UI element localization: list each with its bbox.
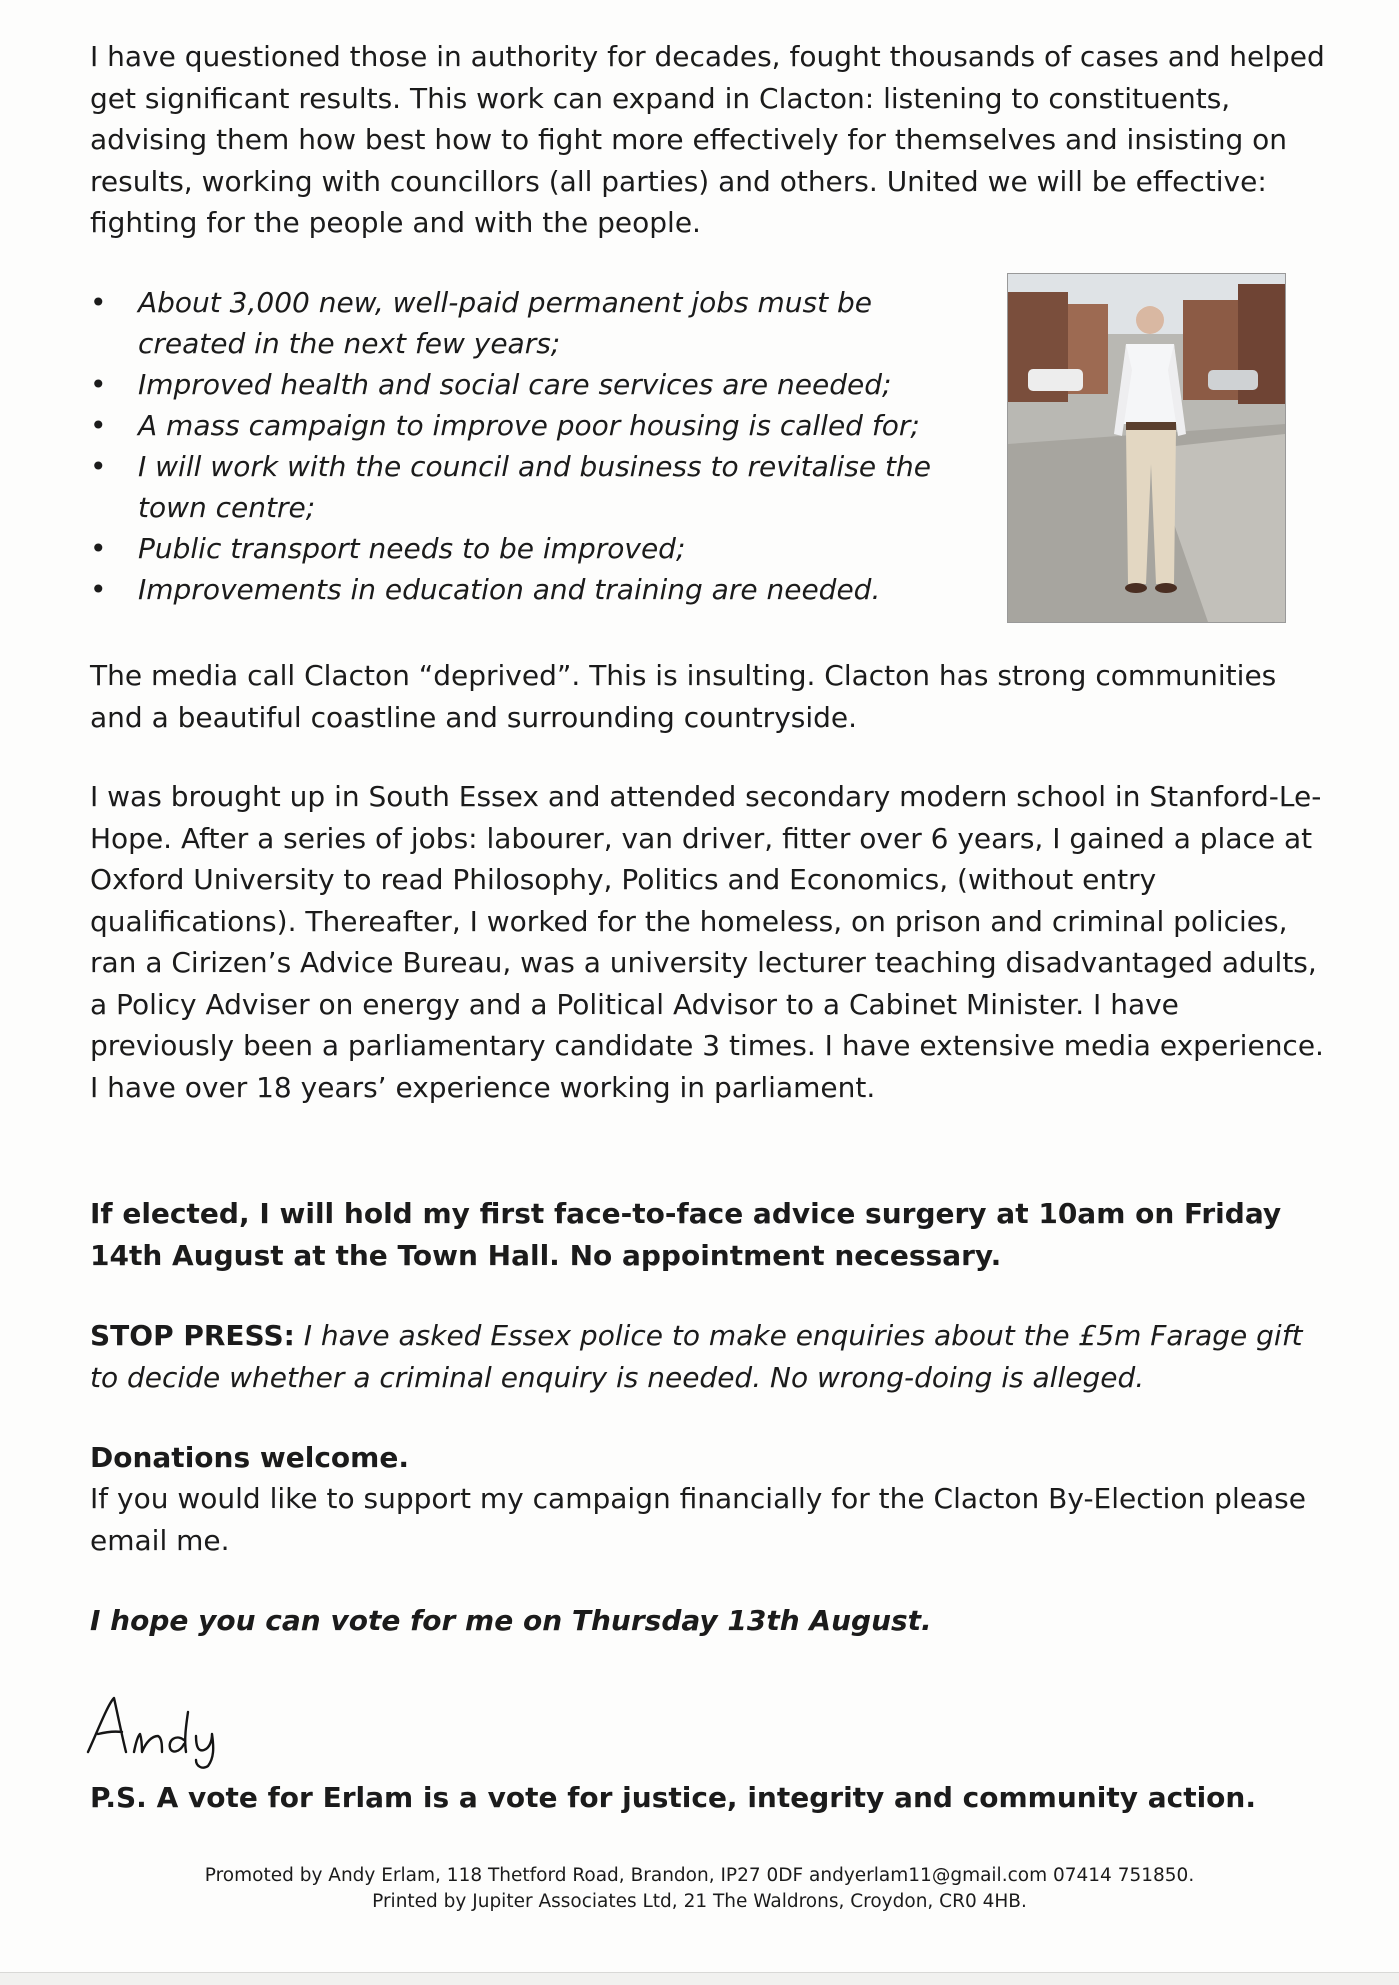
handwritten-signature	[84, 1690, 254, 1770]
pledge-item: • I will work with the council and business to revitalise the town centre;	[90, 446, 970, 528]
vote-call: I hope you can vote for me on Thursday 13th August.	[90, 1604, 932, 1637]
stop-press-label: STOP PRESS:	[90, 1319, 295, 1352]
postscript: P.S. A vote for Erlam is a vote for justice, integrity and community action.	[90, 1781, 1256, 1814]
surgery-notice: If elected, I will hold my first face-to-face advice surgery at 10am on Friday 14th August at the Town Hall. No appointment necessary.	[90, 1197, 1282, 1272]
pledge-item: • Public transport needs to be improved;	[90, 528, 970, 569]
pledge-item: • A mass campaign to improve poor housing is called for;	[90, 405, 970, 446]
donations-heading: Donations welcome.	[90, 1441, 409, 1474]
biography-paragraph: I was brought up in South Essex and attended secondary modern school in Stanford-Le-Hope. After a series of jobs: labourer, van driver, fitter over 6 years, I gained a place at Oxford University to read Philosophy, Politics and Economics, (without entry qualifications). Thereafter, I worked for the homeless, on prison and criminal policies, ran a Cirizen’s Advice Bureau, was a university lecturer teaching disadvantaged adults, a Policy Adviser on energy and a Political Advisor to a Cabinet Minister. I have previously been a parliamentary candidate 3 times. I have extensive media experience. I have over 18 years’ experience working in parliament.	[90, 780, 1324, 1104]
stop-press	[90, 1315, 1330, 1398]
footer-printed: Printed by Jupiter Associates Ltd, 21 The Waldrons, Croydon, CR0 4HB.	[372, 1891, 1027, 1912]
page-edge-divider	[0, 1972, 1399, 1985]
intro-paragraph: I have questioned those in authority for decades, fought thousands of cases and helped get significant results. This work can expand in Clacton: listening to constituents, advising them how best how to fight more effectively for themselves and insisting on results, working with councillors (all parties) and others. United we will be effective: fighting for the people and with the people.	[90, 40, 1325, 239]
donations-text: If you would like to support my campaign financially for the Clacton By-Election please email me.	[90, 1482, 1306, 1557]
pledge-item: • Improved health and social care services are needed;	[90, 364, 970, 405]
pledge-item: • Improvements in education and training are needed.	[90, 569, 970, 610]
pledge-item: • About 3,000 new, well-paid permanent jobs must be created in the next few years;	[90, 282, 970, 364]
footer-promoted: Promoted by Andy Erlam, 118 Thetford Road, Brandon, IP27 0DF andyerlam11@gmail.com 07414 751850.	[204, 1865, 1195, 1886]
media-paragraph: The media call Clacton “deprived”. This is insulting. Clacton has strong communities and a beautiful coastline and surrounding countryside.	[90, 659, 1277, 734]
stop-press-text: I have asked Essex police to make enquiries about the £5m Farage gift to decide whether a criminal enquiry is needed. No wrong-doing is alleged.	[90, 1319, 1303, 1394]
candidate-photo	[1007, 273, 1286, 623]
pledge-list	[90, 282, 970, 610]
